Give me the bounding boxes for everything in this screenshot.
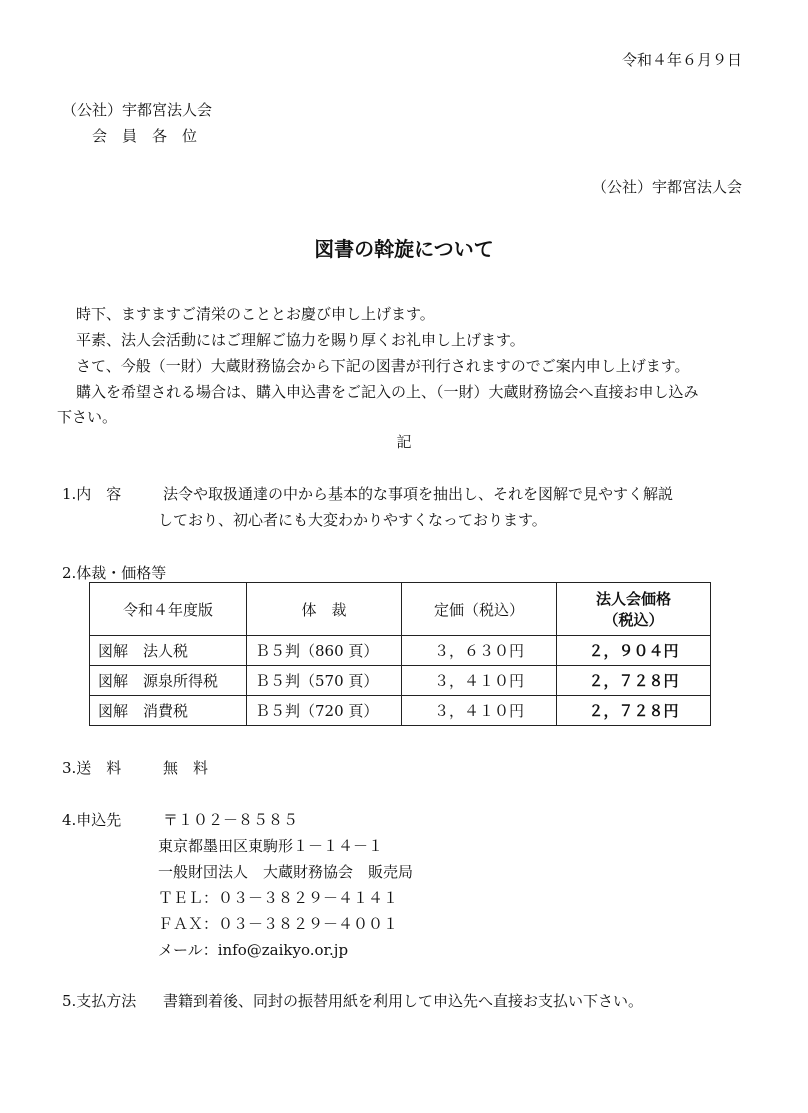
section3-value: 無 料 xyxy=(163,759,209,777)
body-line-4: 購入を希望される場合は、購入申込書をご記入の上、（一財）大蔵財務協会へ直接お申し込み xyxy=(76,383,699,401)
body-line-3: さて、今般（一財）大蔵財務協会から下記の図書が刊行されますのでご案内申し上げます。 xyxy=(76,357,690,375)
row1-format: Ｂ５判（860 頁） xyxy=(247,636,402,666)
table-header-row xyxy=(90,583,711,636)
table-row xyxy=(90,666,711,696)
body-line-5: 下さい。 xyxy=(57,408,118,426)
row2-member-price: ２，７２８円 xyxy=(557,666,711,696)
header-member-price-line2: （税込） xyxy=(603,611,664,629)
recipient-members: 会 員 各 位 xyxy=(92,127,198,145)
row3-list-price: ３，４１０円 xyxy=(402,696,557,726)
section1-line-1: 法令や取扱通達の中から基本的な事項を抽出し、それを図解で見やすく解説 xyxy=(163,485,674,503)
section3-label: 3.送 料 xyxy=(62,759,122,777)
row1-title: 図解 法人税 xyxy=(90,636,247,666)
section1-line-2: しており、初心者にも大変わかりやすくなっております。 xyxy=(158,511,547,529)
body-line-2: 平素、法人会活動にはご理解ご協力を賜り厚くお礼申し上げます。 xyxy=(76,331,525,349)
header-member-price xyxy=(557,583,711,636)
document-date: 令和４年６月９日 xyxy=(621,51,742,69)
section4-address: 東京都墨田区東駒形１－１４－１ xyxy=(158,837,384,855)
document-title: 図書の斡旋について xyxy=(314,237,494,261)
row3-member-price: ２，７２８円 xyxy=(557,696,711,726)
section5-value: 書籍到着後、同封の振替用紙を利用して申込先へ直接お支払い下さい。 xyxy=(163,992,644,1010)
table-row xyxy=(90,636,711,666)
header-edition: 令和４年度版 xyxy=(90,583,247,636)
row3-title: 図解 消費税 xyxy=(90,696,247,726)
row2-title: 図解 源泉所得税 xyxy=(90,666,247,696)
section4-organization: 一般財団法人 大蔵財務協会 販売局 xyxy=(158,863,414,881)
section4-postal: 〒１０２－８５８５ xyxy=(163,811,299,829)
row1-list-price: ３，６３０円 xyxy=(402,636,557,666)
row1-member-price: ２，９０４円 xyxy=(557,636,711,666)
sender-org: （公社）宇都宮法人会 xyxy=(591,178,742,196)
row3-format: Ｂ５判（720 頁） xyxy=(247,696,402,726)
recipient-org: （公社）宇都宮法人会 xyxy=(62,101,213,119)
section4-label: 4.申込先 xyxy=(62,811,122,829)
section4-tel: ＴＥＬ：０３－３８２９－４１４１ xyxy=(158,889,399,907)
ki-heading: 記 xyxy=(396,433,412,451)
header-list-price: 定価（税込） xyxy=(402,583,557,636)
body-line-1: 時下、ますますご清栄のこととお慶び申し上げます。 xyxy=(76,305,435,323)
header-member-price-line1: 法人会価格 xyxy=(595,590,671,608)
row2-format: Ｂ５判（570 頁） xyxy=(247,666,402,696)
row2-list-price: ３，４１０円 xyxy=(402,666,557,696)
price-table xyxy=(89,582,711,726)
section5-label: 5.支払方法 xyxy=(62,992,137,1010)
section4-email: メール：info@zaikyo.or.jp xyxy=(158,941,349,959)
table-row xyxy=(90,696,711,726)
section1-label: 1.内 容 xyxy=(62,485,122,503)
header-format: 体 裁 xyxy=(247,583,402,636)
section4-fax: ＦＡＸ：０３－３８２９－４００１ xyxy=(158,915,399,933)
section2-label: 2.体裁・価格等 xyxy=(62,564,167,582)
